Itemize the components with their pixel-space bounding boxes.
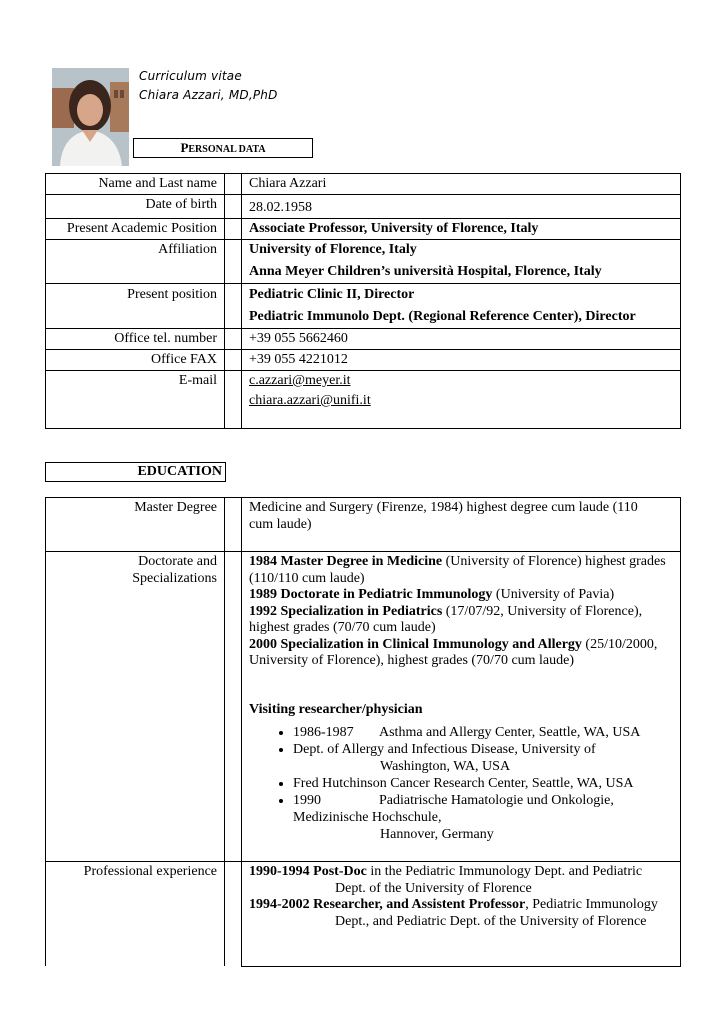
row-value: +39 055 5662460 (242, 329, 681, 350)
row-value: Pediatric Immunolo Dept. (Regional Reference Center), Director (249, 309, 636, 324)
email-link[interactable]: c.azzari@meyer.it (249, 373, 351, 388)
row-label: Master Degree (46, 498, 225, 552)
row-label: Office tel. number (46, 329, 225, 350)
table-row (46, 350, 681, 371)
row-value: Associate Professor, University of Florence, Italy (242, 219, 681, 240)
row-label: Name and Last name (46, 174, 225, 195)
list-item: 2000 Specialization in Clinical Immunology and Allergy (25/10/2000, University of Florence), highest grades (70/70 cum laude) (249, 636, 658, 668)
list-item: 1994-2002 Researcher, and Assistent Professor, Pediatric Immunology Dept., and Pediatric Dept. of the University of Florence (249, 897, 658, 929)
visiting-list (249, 724, 666, 843)
list-item: 1992 Specialization in Pediatrics (17/07/92, University of Florence), highest grades (70/70 cum laude) (249, 603, 643, 635)
table-row (46, 240, 681, 284)
table-row (46, 498, 681, 552)
list-item: 1984 Master Degree in Medicine (University of Florence) highest grades (110/110 cum laude) (249, 554, 666, 586)
portrait-photo (52, 68, 129, 166)
cv-title-line2: Chiara Azzari, MD,PhD (139, 88, 278, 102)
table-row (46, 219, 681, 240)
row-label: Date of birth (46, 195, 225, 219)
cv-title (139, 67, 278, 105)
table-row (46, 552, 681, 862)
row-label: Affiliation (46, 240, 225, 284)
table-row (46, 195, 681, 219)
table-row (46, 862, 681, 967)
table-row (46, 284, 681, 329)
list-item: 1990-1994 Post-Doc in the Pediatric Immunology Dept. and Pediatric Dept. of the University of Florence (249, 864, 643, 896)
table-row (46, 371, 681, 429)
education-table (45, 497, 681, 967)
row-value: Pediatric Clinic II, Director (249, 287, 415, 302)
list-item: • Fred Hutchinson Cancer Research Center, Seattle, WA, USA (293, 775, 666, 792)
table-row (46, 329, 681, 350)
row-label: Present Academic Position (46, 219, 225, 240)
table-row (46, 174, 681, 195)
list-item: 1989 Doctorate in Pediatric Immunology (University of Pavia) (249, 587, 615, 602)
list-item: • 1986-1987 Asthma and Allergy Center, Seattle, WA, USA (293, 724, 666, 741)
row-label: Professional experience (46, 862, 225, 967)
personal-data-table (45, 173, 681, 429)
list-item: • 1990 Padiatrische Hamatologie und Onkologie, Medizinische Hochschule, Hannover, Germany (293, 792, 666, 843)
row-label: E-mail (46, 371, 225, 429)
section-personal-rest: ERSONAL DATA (188, 144, 266, 155)
cv-title-line1: Curriculum vitae (139, 69, 242, 83)
row-label: Office FAX (46, 350, 225, 371)
row-value: Anna Meyer Children’s università Hospital, Florence, Italy (249, 264, 602, 279)
section-education-label: EDUCATION (137, 464, 222, 479)
row-label: Specializations (132, 570, 217, 586)
visiting-title: Visiting researcher/physician (249, 701, 423, 717)
row-value: 28.02.1958 (242, 195, 681, 219)
section-education (45, 462, 226, 482)
section-personal-data (133, 138, 313, 158)
row-label: Present position (46, 284, 225, 329)
row-label: Doctorate and (138, 554, 217, 569)
row-value: Medicine and Surgery (Firenze, 1984) highest degree cum laude (110 cum laude) (242, 498, 681, 552)
email-link[interactable]: chiara.azzari@unifi.it (249, 393, 371, 408)
row-value: University of Florence, Italy (249, 242, 417, 257)
row-value: Chiara Azzari (242, 174, 681, 195)
list-item: • Dept. of Allergy and Infectious Disease, University of Washington, WA, USA (293, 741, 666, 775)
row-value: +39 055 4221012 (242, 350, 681, 371)
section-personal-initial: P (180, 140, 189, 155)
